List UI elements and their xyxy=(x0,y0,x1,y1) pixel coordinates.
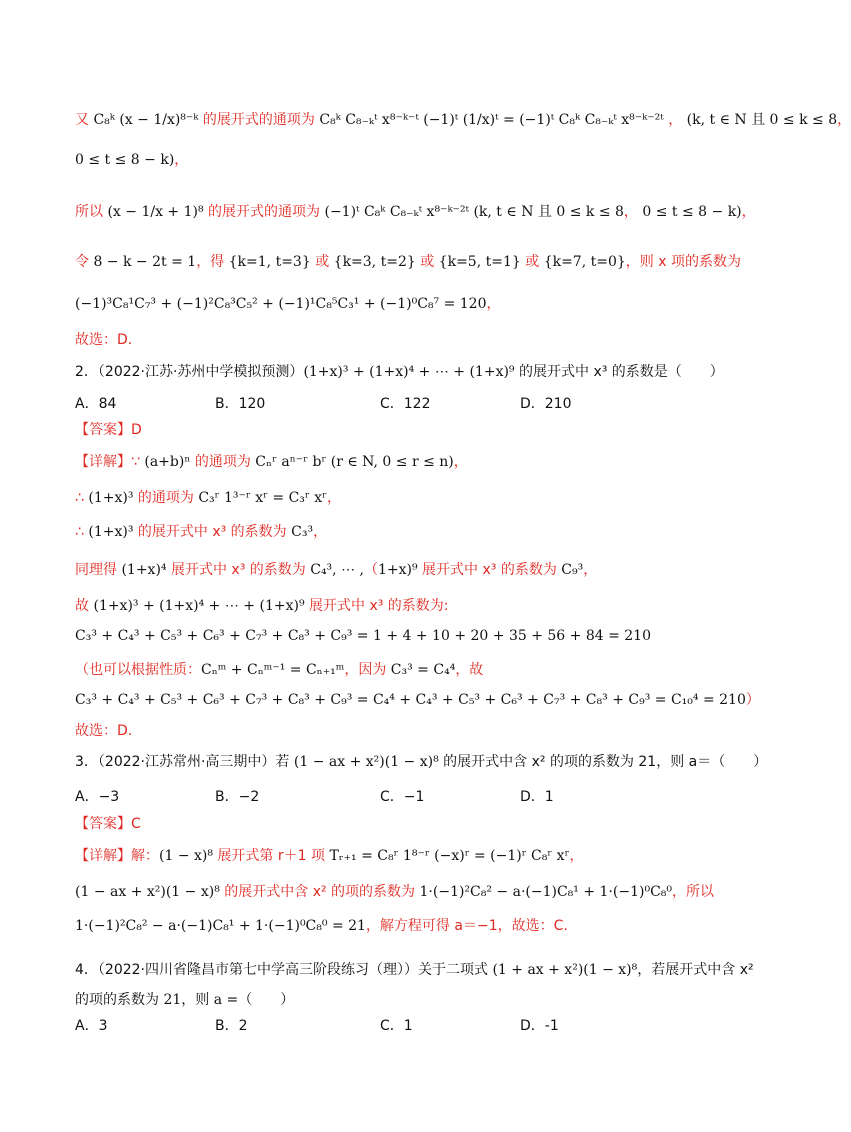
detail-2-line-5 xyxy=(75,596,740,616)
solution-line-2 xyxy=(75,150,740,170)
math-expression: (1+x)³ xyxy=(88,490,134,506)
math-expression: (a+b)ⁿ xyxy=(144,454,191,470)
text-segment: 展开式中 x³ 的系数为 xyxy=(417,562,562,578)
option-d: D．-1 xyxy=(520,1018,559,1034)
detail-2-line-1 xyxy=(75,452,740,472)
math-expression: 21 xyxy=(163,992,182,1008)
solution-line-1 xyxy=(75,110,851,130)
detail-2-line-2 xyxy=(75,488,740,508)
math-expression: (1 − x)⁸ xyxy=(159,848,213,864)
detail-2-line-4 xyxy=(75,560,740,580)
answer-3 xyxy=(75,814,740,834)
text-segment: ， xyxy=(326,490,341,506)
text-segment: ，解方程可得 a＝−1，故选：C. xyxy=(365,918,568,934)
answer-2 xyxy=(75,420,740,440)
text-segment: 展开式第 r＋1 项 xyxy=(212,848,330,864)
question-3-options xyxy=(75,786,735,806)
text-segment: 的展开式中含 x² 的项的系数为 xyxy=(219,884,420,900)
math-expression: 0 ≤ t ≤ 8 − k) xyxy=(637,204,742,220)
math-expression: 0 ≤ t ≤ 8 − k) xyxy=(75,152,175,168)
question-4-options xyxy=(75,1015,735,1035)
option-c: C．−1 xyxy=(380,789,425,805)
text-segment: 令 xyxy=(75,254,94,270)
text-segment: 的项的系数为 xyxy=(75,992,164,1008)
text-segment: 故选：D. xyxy=(75,723,133,739)
math-expression: 1+x)⁹ xyxy=(377,562,418,578)
question-2-options xyxy=(75,393,735,413)
text-segment: 3．（2022·江苏常州·高三期中）若 xyxy=(75,754,294,770)
math-expression: C₄³, ⋯ , xyxy=(310,562,364,578)
math-expression: C₈ᵏ C₈₋ₖᵗ x⁸⁻ᵏ⁻ᵗ (−1)ᵗ (1/x)ᵗ = (−1)ᵗ C₈ᵏ C₈₋ₖᵗ x⁸⁻ᵏ⁻²ᵗ xyxy=(319,112,664,128)
math-expression: (k, t ∈ N 且 0 ≤ k ≤ 8 xyxy=(686,112,838,128)
option-b: B．2 xyxy=(215,1018,248,1034)
option-c: C．122 xyxy=(380,396,431,412)
math-expression: (1+x)³ xyxy=(88,524,134,540)
math-expression: (1+x)⁴ xyxy=(121,562,167,578)
math-expression: a xyxy=(213,992,223,1008)
text-segment: ， xyxy=(313,524,328,540)
option-d: D．210 xyxy=(520,396,572,412)
math-expression: (1+x)³ + (1+x)⁴ + ⋯ + (1+x)⁹ xyxy=(93,598,305,614)
text-segment: =（ ） xyxy=(222,992,295,1008)
text-segment: ，因为 xyxy=(344,662,391,678)
math-expression: Tᵣ₊₁ = C₈ʳ 1⁸⁻ʳ (−x)ʳ = (−1)ʳ C₈ʳ xʳ xyxy=(329,848,570,864)
text-segment: 的展开式中含 x² 的项的系数为 21，则 a＝（ ） xyxy=(438,754,768,770)
text-segment: （ xyxy=(363,562,378,578)
math-expression: {k=1, t=3} xyxy=(228,254,311,270)
math-expression: (x − 1/x + 1)⁸ xyxy=(107,204,204,220)
math-expression: Cₙʳ aⁿ⁻ʳ bʳ (r ∈ N, 0 ≤ r ≤ n) xyxy=(255,454,454,470)
text-segment: 展开式中 x³ 的系数为 xyxy=(166,562,311,578)
solution-line-3 xyxy=(75,202,756,222)
math-expression: 1·(−1)²C₈² − a·(−1)C₈¹ + 1·(−1)⁰C₈⁰ = 21 xyxy=(75,918,366,934)
math-expression: C₃³ + C₄³ + C₅³ + C₆³ + C₇³ + C₈³ + C₉³ = 1 + 4 + 10 + 20 + 35 + 56 + 84 = 210 xyxy=(75,628,651,644)
question-3 xyxy=(75,752,768,772)
option-c: C．1 xyxy=(380,1018,413,1034)
question-4-line-1 xyxy=(75,960,754,980)
solution-line-4 xyxy=(75,252,740,272)
math-expression: C₃³ xyxy=(291,524,314,540)
option-a: A．−3 xyxy=(75,789,120,805)
option-b: B．120 xyxy=(215,396,266,412)
detail-3-line-3 xyxy=(75,916,740,936)
math-expression: {k=3, t=2} xyxy=(333,254,416,270)
text-segment: （也可以根据性质： xyxy=(75,662,201,678)
math-expression: (−1)ᵗ C₈ᵏ C₈₋ₖᵗ x⁸⁻ᵏ⁻²ᵗ (k, t ∈ N 且 0 ≤ k ≤ 8 xyxy=(324,204,624,220)
math-expression: (1 − ax + x²)(1 − x)⁸ xyxy=(75,884,220,900)
math-expression: (1 − ax + x²)(1 − x)⁸ xyxy=(293,754,439,770)
text-segment: ） xyxy=(745,692,760,708)
option-d: D．1 xyxy=(520,789,554,805)
text-segment: ， xyxy=(741,204,756,220)
text-segment: ∴ xyxy=(75,524,89,540)
text-segment: ，故 xyxy=(455,662,484,678)
text-segment: 的通项为 xyxy=(190,454,256,470)
text-segment: 的通项为 xyxy=(133,490,199,506)
text-segment: ，得 xyxy=(196,254,229,270)
math-expression: C₉³ xyxy=(561,562,584,578)
math-expression: C₃ʳ 1³⁻ʳ xʳ = C₃ʳ xʳ xyxy=(198,490,327,506)
option-b: B．−2 xyxy=(215,789,260,805)
text-segment: 【详解】解： xyxy=(75,848,159,864)
choice-line xyxy=(75,330,740,350)
math-expression: Cₙᵐ + Cₙᵐ⁻¹ = Cₙ₊₁ᵐ xyxy=(201,662,345,678)
math-expression: 8 − k − 2t = 1 xyxy=(93,254,197,270)
text-segment: ∴ xyxy=(75,490,89,506)
text-segment: 同理得 xyxy=(75,562,122,578)
detail-3-line-2 xyxy=(75,882,740,902)
detail-3-line-1 xyxy=(75,846,740,866)
text-segment: ， xyxy=(663,112,687,128)
text-segment: 【详解】∵ xyxy=(75,454,145,470)
text-segment: 所以 xyxy=(75,204,108,220)
text-segment: 【答案】C xyxy=(75,816,141,832)
text-segment: 故选：D. xyxy=(75,332,133,348)
option-a: A．3 xyxy=(75,1018,108,1034)
text-segment: ，则 xyxy=(181,992,214,1008)
text-segment: 或 xyxy=(520,254,544,270)
solution-line-5 xyxy=(75,294,740,314)
text-segment: ，若展开式中含 x² xyxy=(637,962,754,978)
math-expression: C₈ᵏ (x − 1/x)⁸⁻ᵏ xyxy=(93,112,199,128)
detail-2-line-6 xyxy=(75,626,740,646)
detail-2-line-3 xyxy=(75,522,740,542)
math-expression: (1 + ax + x²)(1 − x)⁸ xyxy=(492,962,638,978)
detail-2-line-7 xyxy=(75,660,740,680)
text-segment: ， xyxy=(569,848,584,864)
text-segment: 又 xyxy=(75,112,94,128)
text-segment: 的展开式中 x³ 的系数为 xyxy=(133,524,292,540)
text-segment: ， xyxy=(623,204,638,220)
math-expression: {k=7, t=0} xyxy=(543,254,626,270)
text-segment: 的展开式的通项为 xyxy=(198,112,320,128)
text-segment: ， xyxy=(583,562,598,578)
text-segment: ，则 x 项的系数为 xyxy=(625,254,741,270)
text-segment: ， xyxy=(837,112,851,128)
text-segment: ，所以 xyxy=(672,884,715,900)
math-expression: {k=5, t=1} xyxy=(438,254,521,270)
detail-2-line-9 xyxy=(75,721,740,741)
math-expression: 1·(−1)²C₈² − a·(−1)C₈¹ + 1·(−1)⁰C₈⁰ xyxy=(419,884,673,900)
text-segment: ， xyxy=(453,454,468,470)
text-segment: ， xyxy=(174,152,189,168)
math-expression: (1+x)³ + (1+x)⁴ + ⋯ + (1+x)⁹ xyxy=(303,364,515,380)
math-expression: C₃³ = C₄⁴ xyxy=(390,662,456,678)
text-segment: 故 xyxy=(75,598,94,614)
detail-2-line-8 xyxy=(75,690,760,710)
option-a: A．84 xyxy=(75,396,117,412)
question-2 xyxy=(75,362,740,382)
math-expression: C₃³ + C₄³ + C₅³ + C₆³ + C₇³ + C₈³ + C₉³ = C₄⁴ + C₄³ + C₅³ + C₆³ + C₇³ + C₈³ + C₉³ = C₁₀⁴ = 210 xyxy=(75,692,746,708)
text-segment: 的展开式的通项为 xyxy=(203,204,325,220)
text-segment: 或 xyxy=(415,254,439,270)
text-segment: 4．（2022·四川省隆昌市第七中学高三阶段练习（理））关于二项式 xyxy=(75,962,493,978)
text-segment: 【答案】D xyxy=(75,422,142,438)
question-4-line-2 xyxy=(75,990,740,1010)
text-segment: 或 xyxy=(310,254,334,270)
text-segment: 的展开式中 x³ 的系数是（ ） xyxy=(514,364,724,380)
text-segment: 2．（2022·江苏·苏州中学模拟预测） xyxy=(75,364,304,380)
text-segment: 展开式中 x³ 的系数为: xyxy=(304,598,449,614)
text-segment: ， xyxy=(486,296,501,312)
math-expression: (−1)³C₈¹C₇³ + (−1)²C₈³C₅² + (−1)¹C₈⁵C₃¹ + (−1)⁰C₈⁷ = 120 xyxy=(75,296,487,312)
